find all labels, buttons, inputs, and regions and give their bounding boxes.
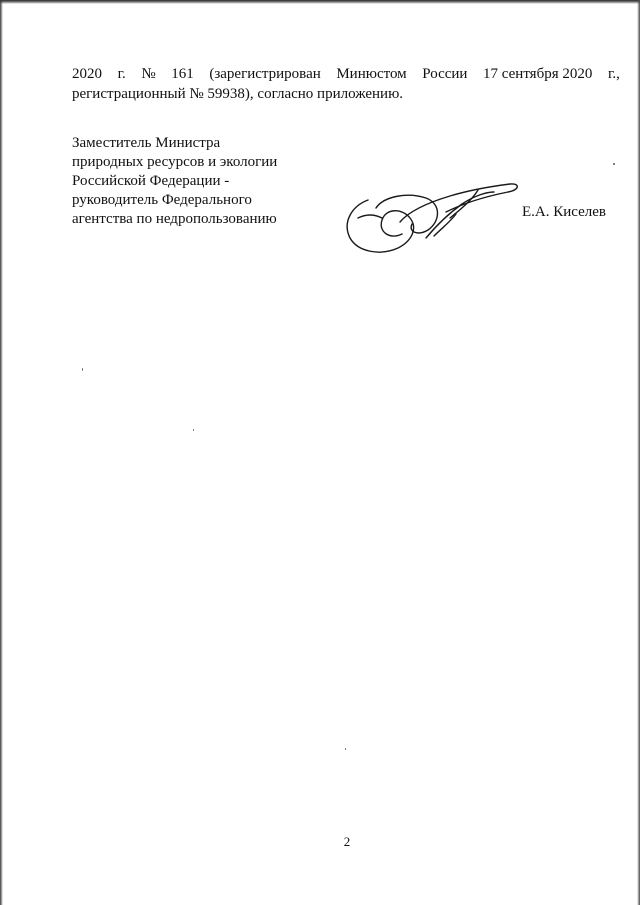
paragraph-word: России	[422, 66, 468, 82]
scan-edge-left	[0, 0, 3, 905]
paragraph-word: 161	[171, 66, 194, 82]
paragraph-line-2: регистрационный № 59938), согласно приложению.	[72, 86, 404, 102]
position-line: руководитель Федерального	[72, 192, 252, 208]
paragraph-word: г.,	[607, 66, 620, 82]
signatory-position	[72, 134, 277, 229]
handwritten-signature	[338, 178, 523, 260]
scan-speck	[345, 748, 346, 750]
position-line: Российской Федерации -	[72, 173, 230, 189]
position-line: природных ресурсов и экологии	[72, 154, 278, 170]
paragraph-line-1	[72, 64, 620, 84]
scan-speck	[82, 368, 83, 371]
scan-edge-top	[0, 0, 640, 4]
paragraph-word: 17 сентября 2020	[483, 66, 593, 82]
position-line: Заместитель Министра	[72, 135, 221, 151]
paragraph-word: (зарегистрирован	[209, 66, 321, 82]
paragraph-word: 2020	[72, 66, 102, 82]
body-paragraph	[72, 64, 620, 104]
paragraph-word: г.	[117, 66, 126, 82]
signatory-name: Е.А. Киселев	[522, 204, 607, 220]
position-line: агентства по недропользованию	[72, 211, 277, 227]
paragraph-word: Минюстом	[336, 66, 407, 82]
paragraph-word: №	[141, 66, 156, 82]
scan-speck	[193, 429, 194, 431]
scan-speck	[613, 163, 615, 165]
page-number: 2	[343, 834, 351, 849]
